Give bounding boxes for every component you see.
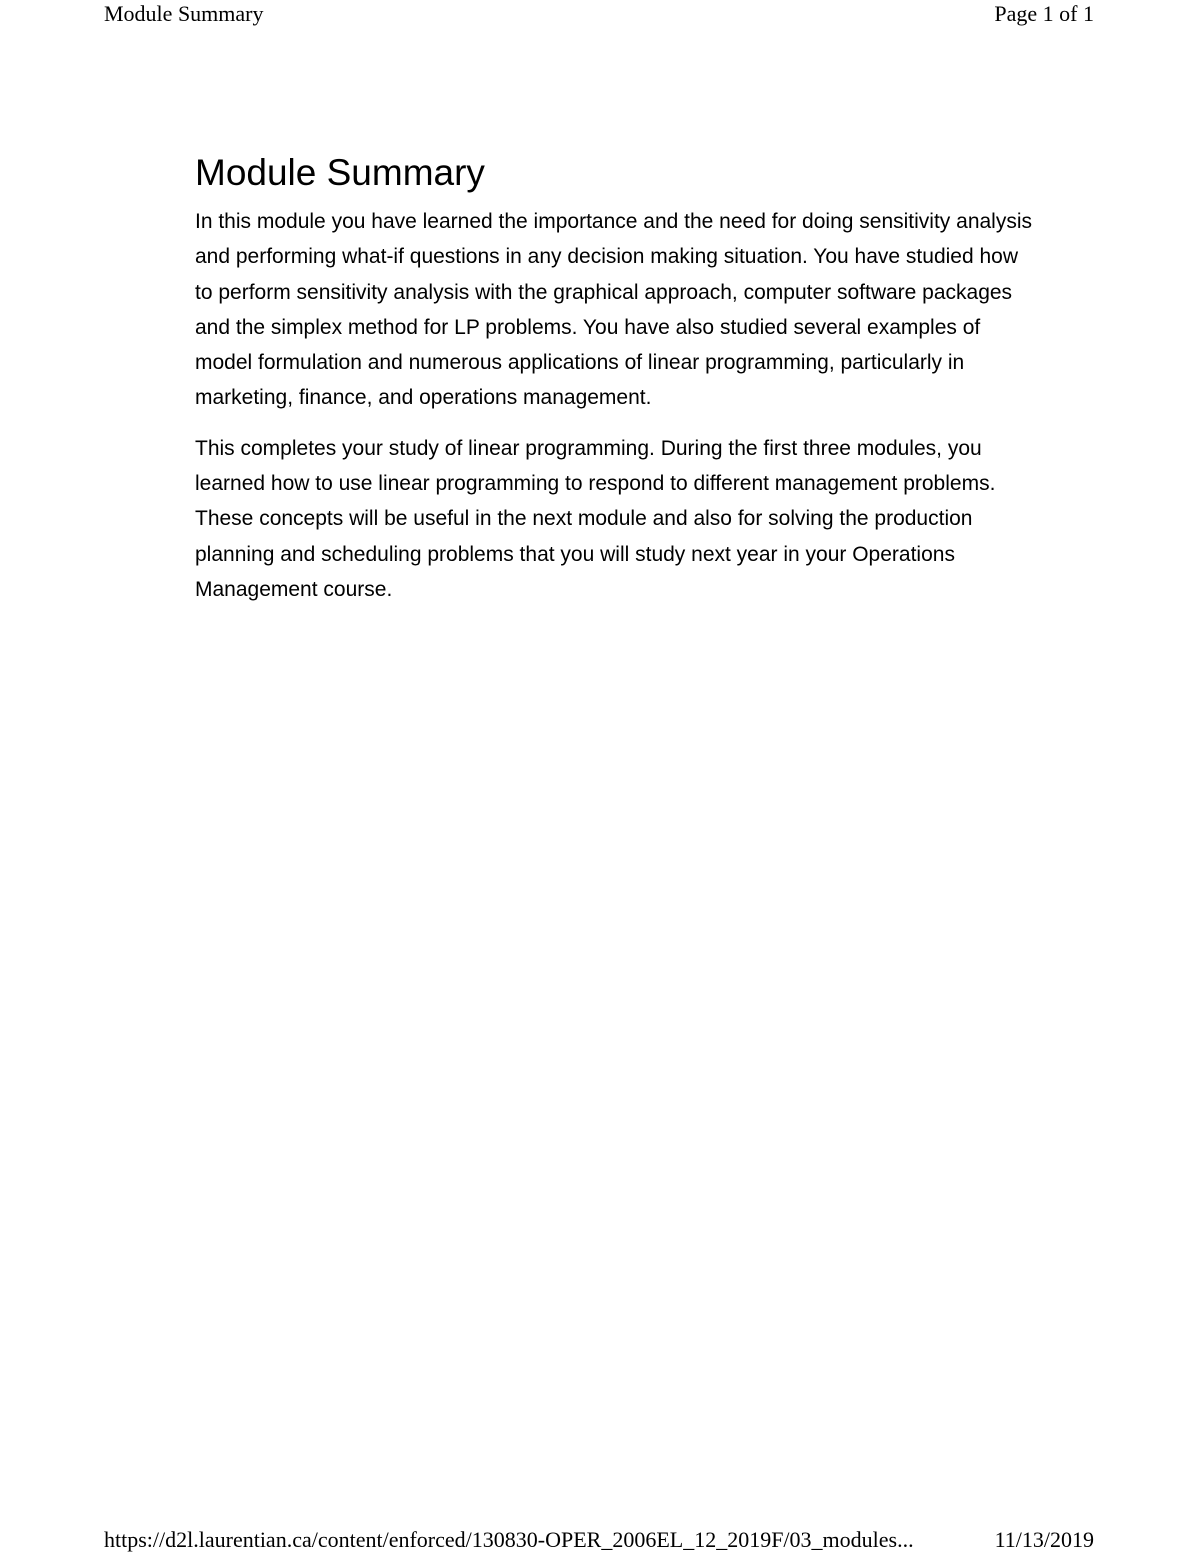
print-date: 11/13/2019 bbox=[994, 1527, 1094, 1552]
page-number: Page 1 of 1 bbox=[994, 1, 1094, 26]
summary-paragraph-1: In this module you have learned the importance and the need for doing sensitivity analysis and performing what-if questions in any decision making situation. You have studied how to perform sensitivity analysis with the graphical approach, computer software packages and the simplex method for LP problems. You have also studied several examples of model formulation and numerous applications of linear programming, particularly in marketing, finance, and operations management. bbox=[195, 210, 1033, 410]
print-header bbox=[104, 1, 1094, 27]
summary-paragraph-2: This completes your study of linear programming. During the first three modules, you learned how to use linear programming to respond to different management problems. These concepts will be useful in the next module and also for solving the production planning and scheduling problems that you will study next year in your Operations Management course. bbox=[195, 436, 996, 601]
page-title: Module Summary bbox=[195, 152, 485, 193]
document-content bbox=[195, 150, 1037, 622]
print-footer bbox=[104, 1527, 1094, 1553]
header-title: Module Summary bbox=[104, 1, 264, 26]
source-url: https://d2l.laurentian.ca/content/enforced/130830-OPER_2006EL_12_2019F/03_modules... bbox=[104, 1527, 914, 1552]
